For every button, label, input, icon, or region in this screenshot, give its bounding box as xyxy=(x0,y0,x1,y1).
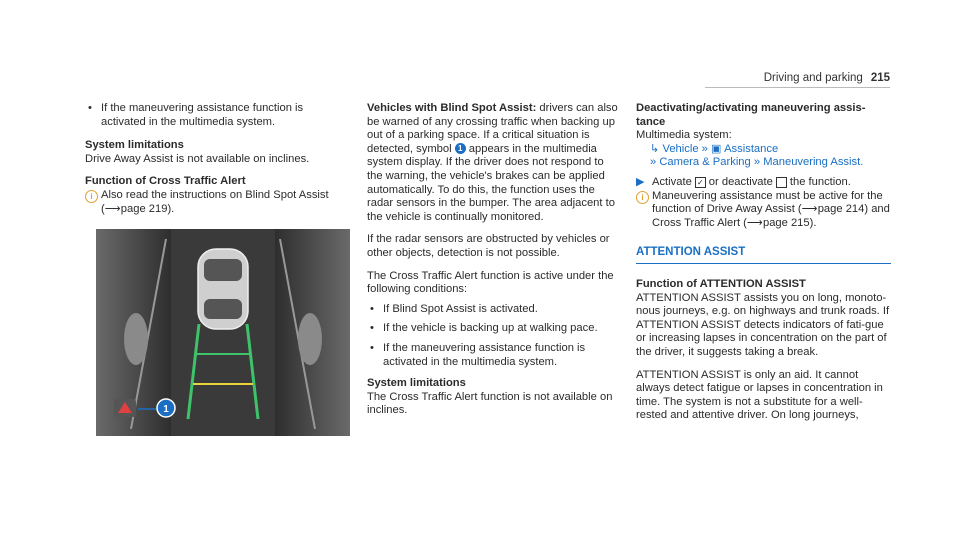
blind-spot-paragraph: Vehicles with Blind Spot Assist: drivers can also be warned of any crossing traffic when backing up out of a parking space. If a critical situation is detected, symbol 1 appears in the multimedia system display. If the driver does not respond to the warning, the vehicle's brakes can be applied automatically. To do this, the function uses the radar sensors in the bumper. The area adjacent to the vehicle is continually monitored. xyxy=(367,102,618,223)
menu-maneuvering-assist[interactable]: Maneuvering Assist. xyxy=(763,156,864,169)
page-ref[interactable]: page 214) and Cross Traffic Alert ( xyxy=(652,203,890,229)
activate-step: ▶ Activate ✓ or deactivate the function. xyxy=(636,175,851,188)
menu-enter-icon: ↳ xyxy=(650,142,660,155)
paragraph: The Cross Traffic Alert function is active under the following conditions: xyxy=(367,269,614,296)
play-arrow-icon: ▶ xyxy=(636,175,645,188)
paragraph: ATTENTION ASSIST is only an aid. It cannot always detect fatigue or lapses in concentration in time. The system is not a substitute for a well-rested and attentive driver. On long journeys, xyxy=(636,368,883,422)
chevron-right-icon: » xyxy=(650,156,657,169)
figure-callout-badge: 1 xyxy=(163,404,169,415)
info-note: i Maneuvering assistance must be active for the function of Drive Away Assist (⟶page 214) and Cross Traffic Alert (⟶page 215). xyxy=(636,190,891,231)
info-icon: i xyxy=(85,190,98,203)
multimedia-label: Multimedia system: xyxy=(636,129,732,142)
menu-vehicle[interactable]: Vehicle xyxy=(662,142,699,155)
menu-assistance[interactable]: Assistance xyxy=(724,142,779,155)
function-heading: Function of ATTENTION ASSIST xyxy=(636,277,806,290)
paragraph: If the radar sensors are obstructed by vehicles or other objects, detection is not possible. xyxy=(367,233,610,259)
page-ref-arrow-icon: ⟶ xyxy=(746,216,763,229)
page-ref-arrow-icon: ⟶ xyxy=(104,202,121,215)
callout-badge: 1 xyxy=(455,143,466,154)
checkbox-checked-icon: ✓ xyxy=(695,177,706,188)
paragraph: ATTENTION ASSIST assists you on long, monoto-nous journeys, e.g. on highways and trunk roads. If ATTENTION ASSIST detects indicators of fati-gue or increasing lapses in concentration on the part of the driver, it suggests taking a break. xyxy=(636,291,890,358)
page-ref[interactable]: page 215). xyxy=(762,216,817,229)
header-rule xyxy=(705,87,890,88)
column-1 xyxy=(85,102,340,216)
column-2 xyxy=(367,102,622,418)
menu-camera-parking[interactable]: Camera & Parking xyxy=(659,156,751,169)
system-limitations-text: The Cross Traffic Alert function is not available on inclines. xyxy=(367,390,613,417)
chevron-right-icon: » xyxy=(753,156,761,169)
list-item: • If Blind Spot Assist is activated. xyxy=(367,303,622,317)
system-limitations-text: Drive Away Assist is not available on inclines. xyxy=(85,152,310,165)
menu-path xyxy=(636,143,891,170)
header-section: Driving and parking xyxy=(763,72,863,84)
page-number: 215 xyxy=(870,72,890,84)
blind-spot-heading: Vehicles with Blind Spot Assist: xyxy=(367,102,537,114)
system-limitations-heading: System limitations xyxy=(85,139,184,152)
list-item: • If the maneuvering assistance function is activated in the multimedia system. xyxy=(85,102,340,129)
assistance-icon: ▣ xyxy=(711,142,722,155)
list-item: • If the vehicle is backing up at walking pace. xyxy=(367,322,622,336)
info-text: Also read the instructions on Blind Spot Assist ( xyxy=(101,188,329,215)
page-ref-arrow-icon: ⟶ xyxy=(801,203,818,216)
cross-traffic-alert-heading: Function of Cross Traffic Alert xyxy=(85,175,246,188)
column-3 xyxy=(636,102,891,423)
info-note xyxy=(85,189,340,216)
list-item: • If the maneuvering assistance function is activated in the multimedia system. xyxy=(367,342,622,369)
attention-assist-heading: ATTENTION ASSIST xyxy=(636,246,891,264)
info-icon: i xyxy=(636,191,649,204)
parking-view-illustration xyxy=(96,229,350,436)
page-ref[interactable]: page 219). xyxy=(120,202,175,215)
deactivating-heading: Deactivating/activating maneuvering assis-tance xyxy=(636,102,866,128)
checkbox-empty-icon xyxy=(776,177,787,188)
chevron-right-icon: » xyxy=(701,142,708,155)
page-header xyxy=(764,72,890,84)
system-limitations-heading: System limitations xyxy=(367,377,466,390)
parking-camera-figure xyxy=(96,229,350,436)
